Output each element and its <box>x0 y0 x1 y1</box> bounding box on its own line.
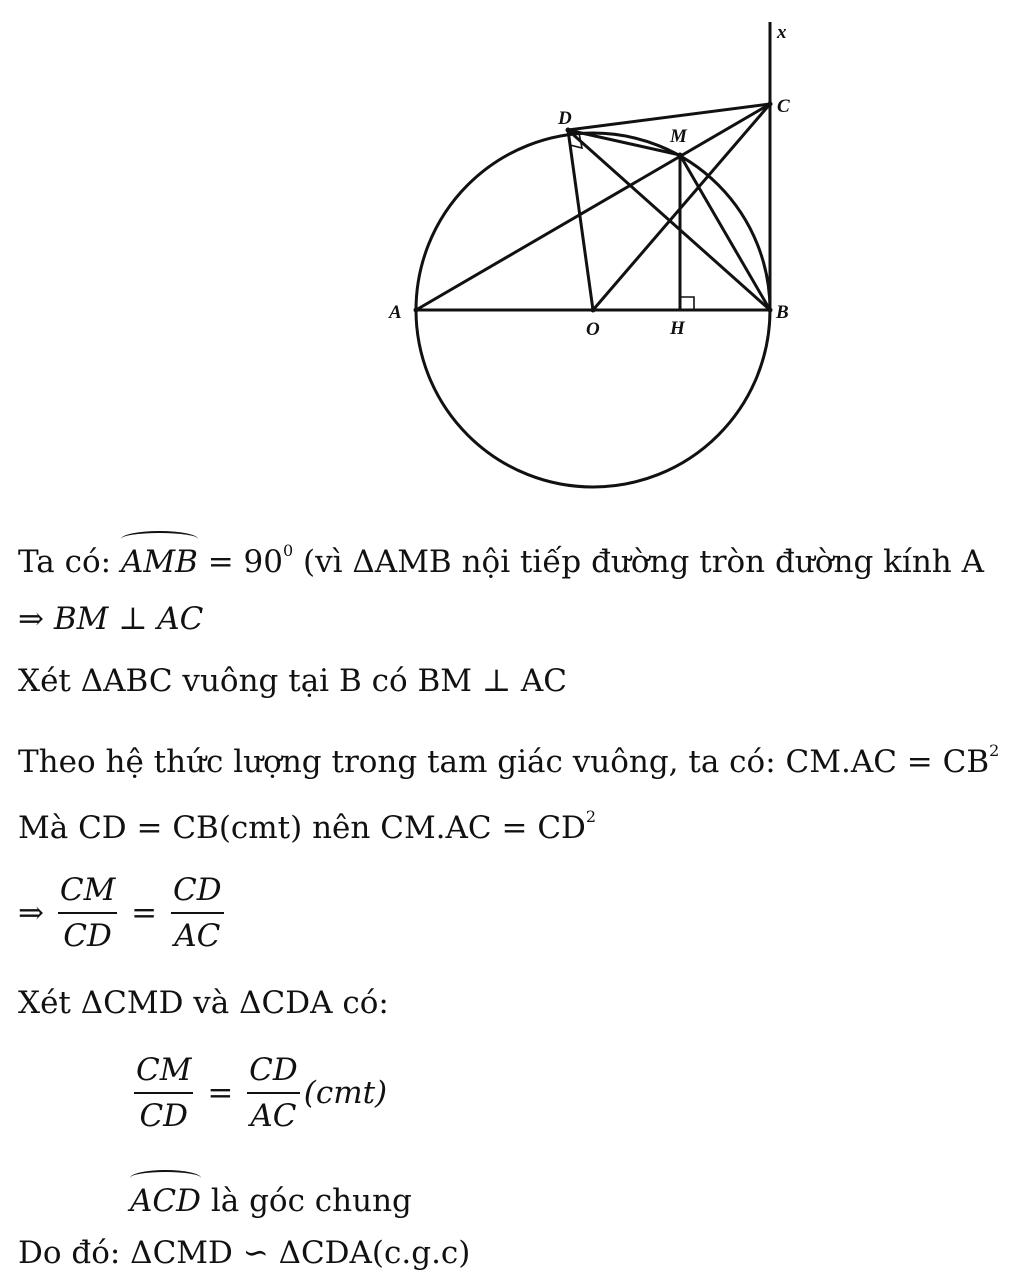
segment-mb <box>680 155 770 310</box>
line-1 <box>18 532 984 581</box>
label-x: x <box>777 22 787 43</box>
line-9-text: là góc chung <box>200 1183 412 1219</box>
fraction-num: CD <box>171 868 224 914</box>
equals-sign: = <box>207 1075 234 1111</box>
degree-mark: 0 <box>283 541 294 560</box>
line-8 <box>130 1048 387 1138</box>
line-6 <box>18 868 228 958</box>
fraction-cm-cd-2 <box>134 1048 193 1138</box>
line-4-text: Theo hệ thức lượng trong tam giác vuông, ta có: CM.AC = CB <box>18 744 990 780</box>
segment-md <box>568 130 680 155</box>
segment-dc <box>568 104 770 130</box>
line-3: Xét ΔABC vuông tại B có BM ⊥ AC <box>18 663 567 699</box>
label-h: H <box>670 318 685 339</box>
label-c: C <box>777 96 790 117</box>
line-2: ⇒ BM ⊥ AC <box>18 601 204 637</box>
fraction-cd-ac-2 <box>247 1048 300 1138</box>
line-4 <box>18 732 999 781</box>
fraction-cm-cd <box>58 868 117 958</box>
fraction-den: CD <box>63 918 112 954</box>
fraction-den: AC <box>174 918 221 954</box>
fraction-num: CD <box>247 1048 300 1094</box>
label-b: B <box>776 302 789 323</box>
label-a: A <box>389 302 402 323</box>
line-5-sup: 2 <box>585 807 597 826</box>
fraction-den: AC <box>250 1098 297 1134</box>
implies-arrow: ⇒ <box>18 895 44 931</box>
label-m: M <box>670 126 687 147</box>
line-5-text: Mà CD = CB(cmt) nên CM.AC = CD <box>18 810 586 846</box>
line-4-sup: 2 <box>989 741 1000 760</box>
line-5 <box>18 798 596 847</box>
angle-amb: AMB <box>121 537 198 581</box>
angle-acd: ACD <box>130 1176 201 1220</box>
line-1-prefix: Ta có: <box>18 544 121 580</box>
line-7: Xét ΔCMD và ΔCDA có: <box>18 985 389 1021</box>
line-1-reason: (vì ΔAMB nội tiếp đường tròn đường kính A <box>293 544 985 580</box>
fraction-cd-ac <box>171 868 224 958</box>
equals-sign: = <box>131 895 158 931</box>
fraction-den: CD <box>139 1098 189 1134</box>
line-8-suffix: (cmt) <box>303 1075 388 1111</box>
right-angle-mark-h <box>680 297 694 310</box>
line-1-value: = 90 <box>197 544 283 580</box>
fraction-num: CM <box>134 1048 193 1094</box>
label-o: O <box>586 319 600 340</box>
line-10: Do đó: ΔCMD ∽ ΔCDA(c.g.c) <box>18 1235 471 1271</box>
geometry-figure <box>0 0 1024 500</box>
label-d: D <box>558 108 572 129</box>
fraction-num: CM <box>58 868 117 914</box>
line-9 <box>130 1176 412 1220</box>
